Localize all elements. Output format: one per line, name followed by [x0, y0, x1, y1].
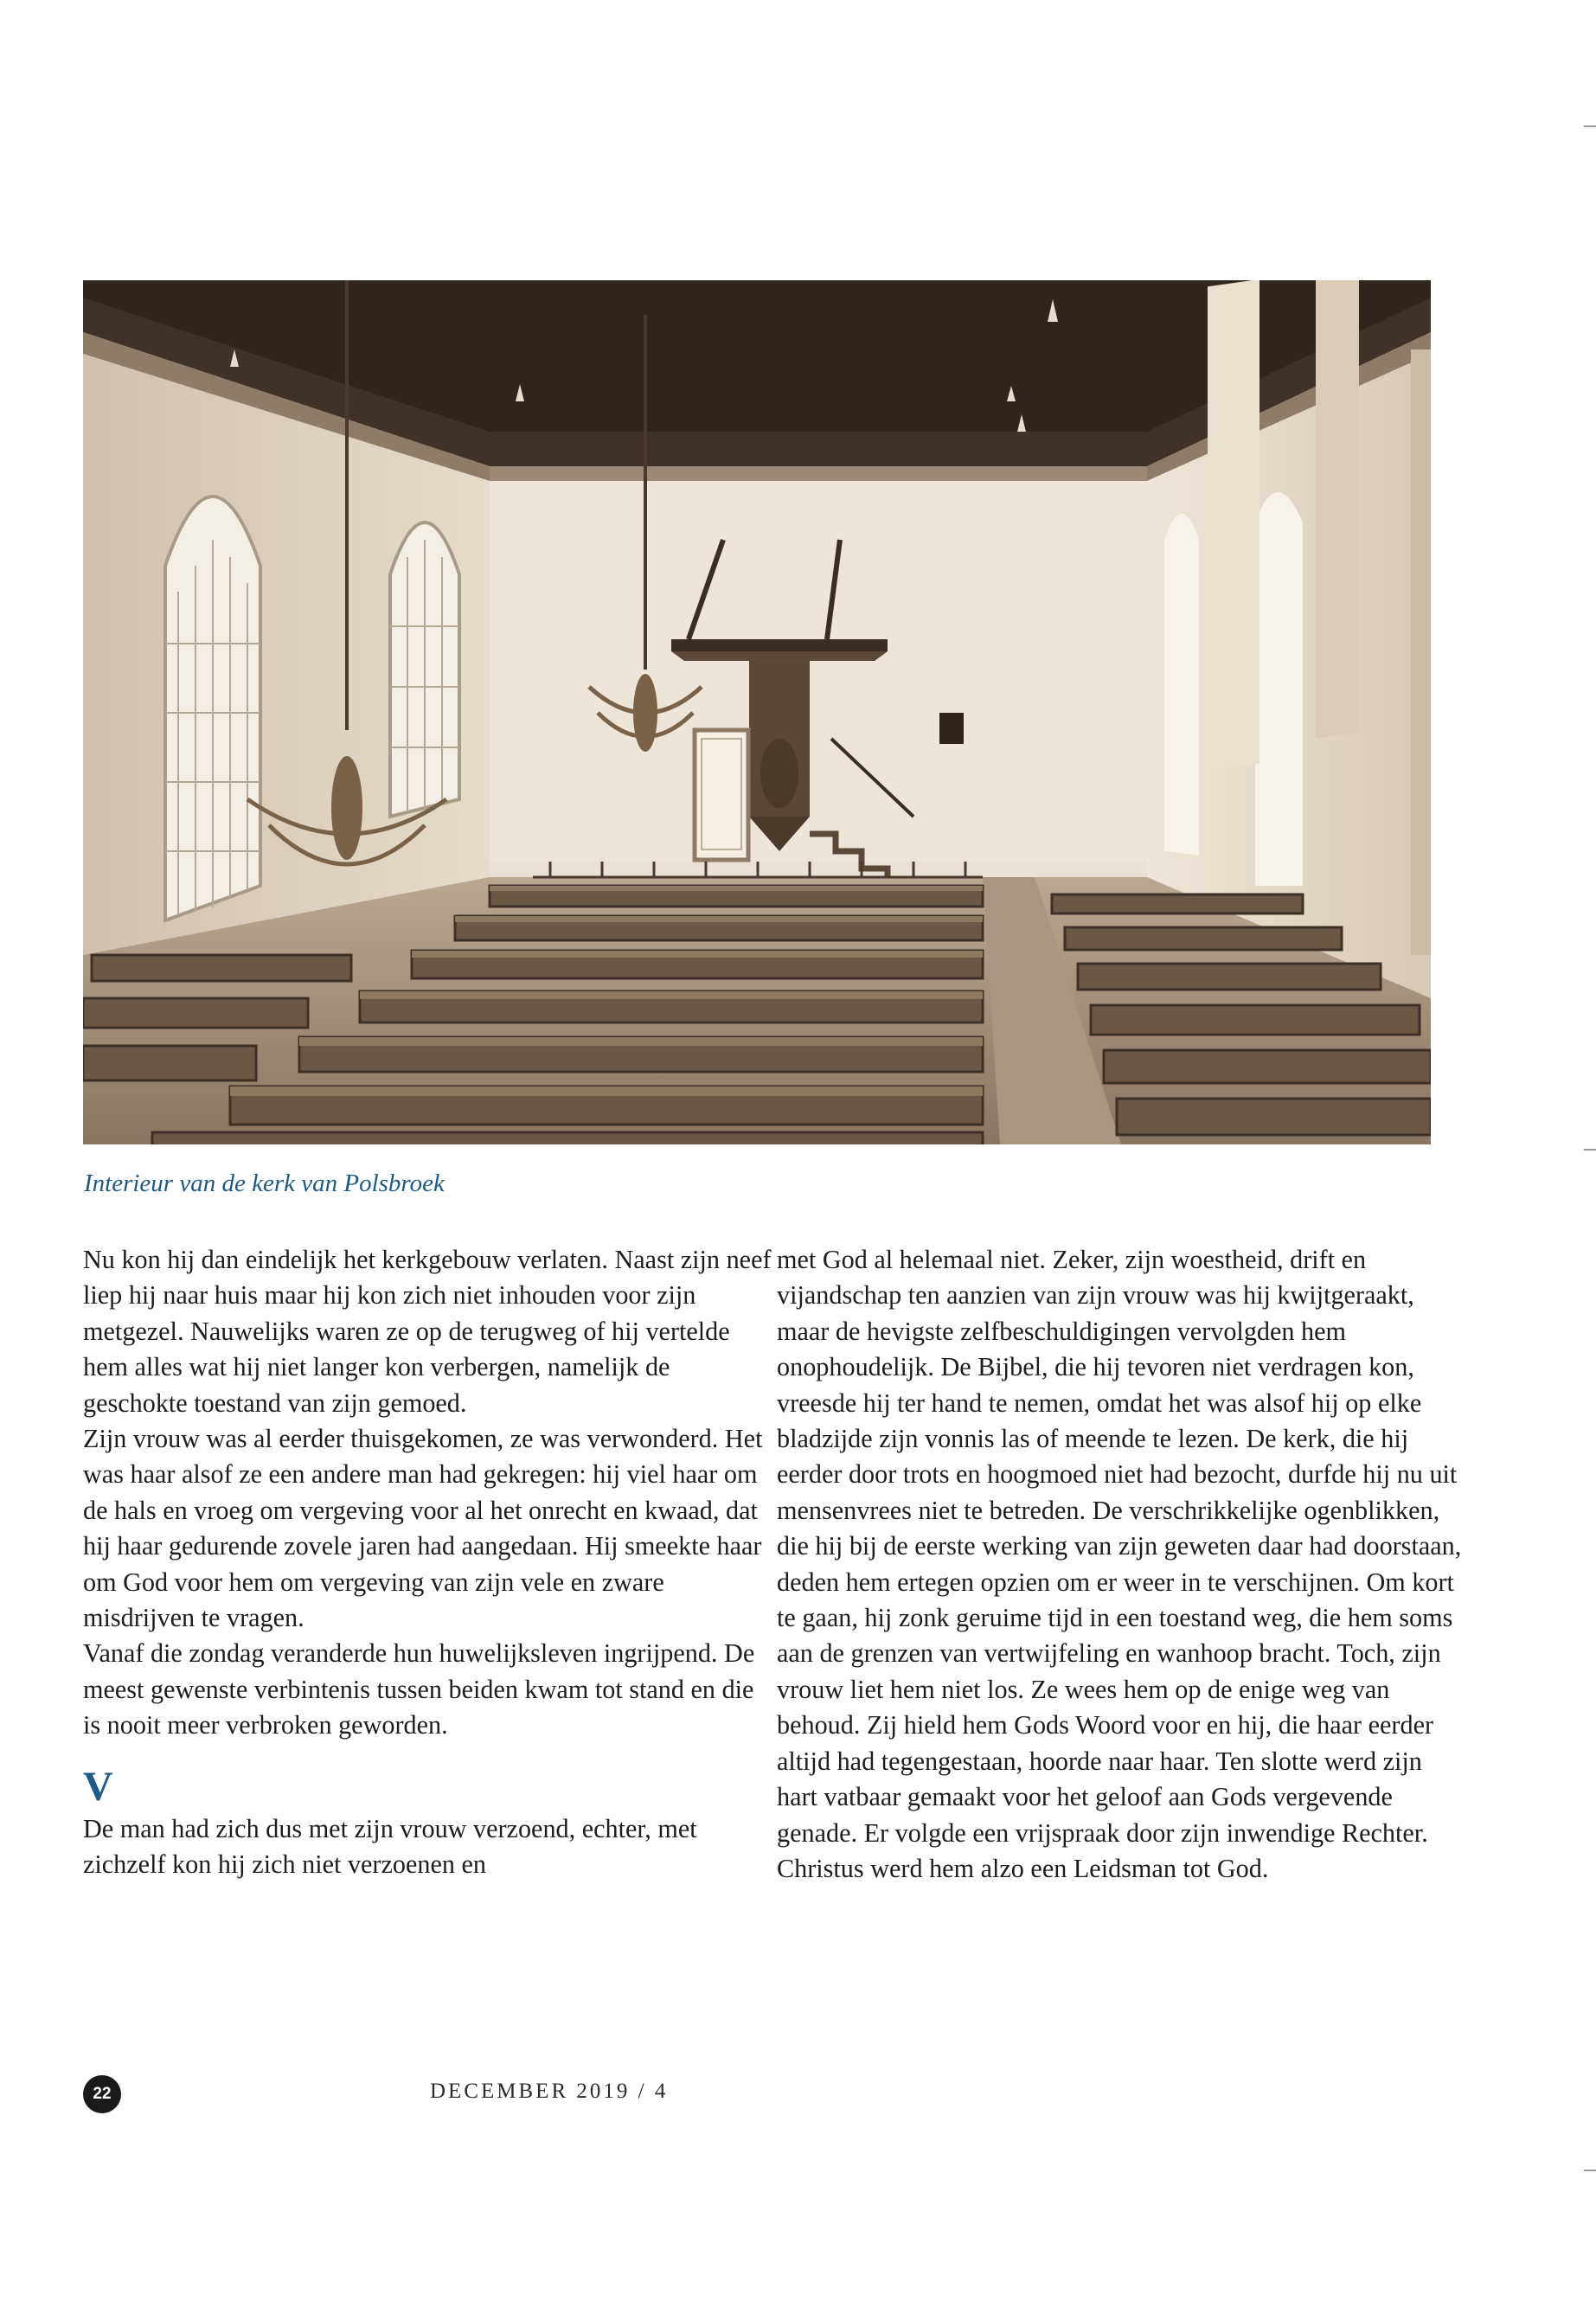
paragraph: Vanaf die zondag veranderde hun huwelijksleven ingrijpend. De meest gewenste verbintenis tussen beiden kwam tot stand en die is nooit meer verbroken geworden.	[83, 1638, 755, 1740]
church-interior-illustration	[83, 280, 1431, 1144]
text-column-left	[83, 1242, 775, 1883]
crop-mark	[1584, 125, 1596, 127]
paragraph: De man had zich dus met zijn vrouw verzoend, echter, met zichzelf kon hij zich niet verzoenen en	[83, 1813, 697, 1880]
page-number-badge: 22	[83, 2075, 121, 2113]
paragraph: Nu kon hij dan eindelijk het kerkgebouw verlaten. Naast zijn neef liep hij naar huis maar hij kon zich niet inhouden voor zijn metgezel. Nauwelijks waren ze op de terugweg of hij vertelde hem alles wat hij niet langer kon verbergen, namelijk de geschokte toestand van zijn gemoed.	[83, 1245, 772, 1418]
paragraph: Zijn vrouw was al eerder thuisgekomen, ze was verwonderd. Het was haar alsof ze een andere man had gekregen: hij viel haar om de hals en vroeg om vergeving voor al het onrecht en kwaad, dat hij haar gedurende zovele jaren had aangedaan. Hij smeekte haar om God voor hem om vergeving van zijn vele en zware misdrijven te vragen.	[83, 1424, 763, 1633]
paragraph: met God al helemaal niet. Zeker, zijn woestheid, drift en vijandschap ten aanzien van zijn vrouw was hij kwijtgeraakt, maar de hevigste zelfbeschuldigingen vervolgden hem onophoudelijk. De Bijbel, die hij tevoren niet verdragen kon, vreesde hij ter hand te nemen, omdat het was alsof hij op elke bladzijde zijn vonnis las of meende te lezen. De kerk, die hij eerder door trots en hoogmoed niet had bezocht, durfde hij nu uit mensenvrees niet te betreden. De verschrikkelijke ogenblikken, die hij bij de eerste werking van zijn geweten daar had doorstaan, deden hem ertegen opzien om er weer in te verschijnen. Om kort te gaan, hij zonk geruime tijd in een toestand weg, die hem soms aan de grenzen van vertwijfeling en wanhoop bracht. Toch, zijn vrouw liet hem niet los. Ze wees hem op de enige weg van behoud. Zij hield hem Gods Woord voor en hij, die haar eerder altijd had tegengestaan, hoorde naar haar. Ten slotte werd zijn hart vatbaar gemaakt voor het geloof aan Gods vergevende genade. Er volgde een vrijspraak door zijn inwendige Rechter. Christus werd hem alzo een Leidsman tot God.	[777, 1245, 1462, 1883]
crop-mark	[1584, 1149, 1596, 1150]
issue-label: DECEMBER 2019 / 4	[430, 2080, 669, 2103]
text-column-right	[777, 1242, 1469, 1887]
photo-caption: Interieur van de kerk van Polsbroek	[84, 1170, 445, 1197]
crop-mark	[1584, 2170, 1596, 2171]
section-heading: V	[83, 1763, 113, 1810]
church-interior-photo	[83, 280, 1431, 1144]
